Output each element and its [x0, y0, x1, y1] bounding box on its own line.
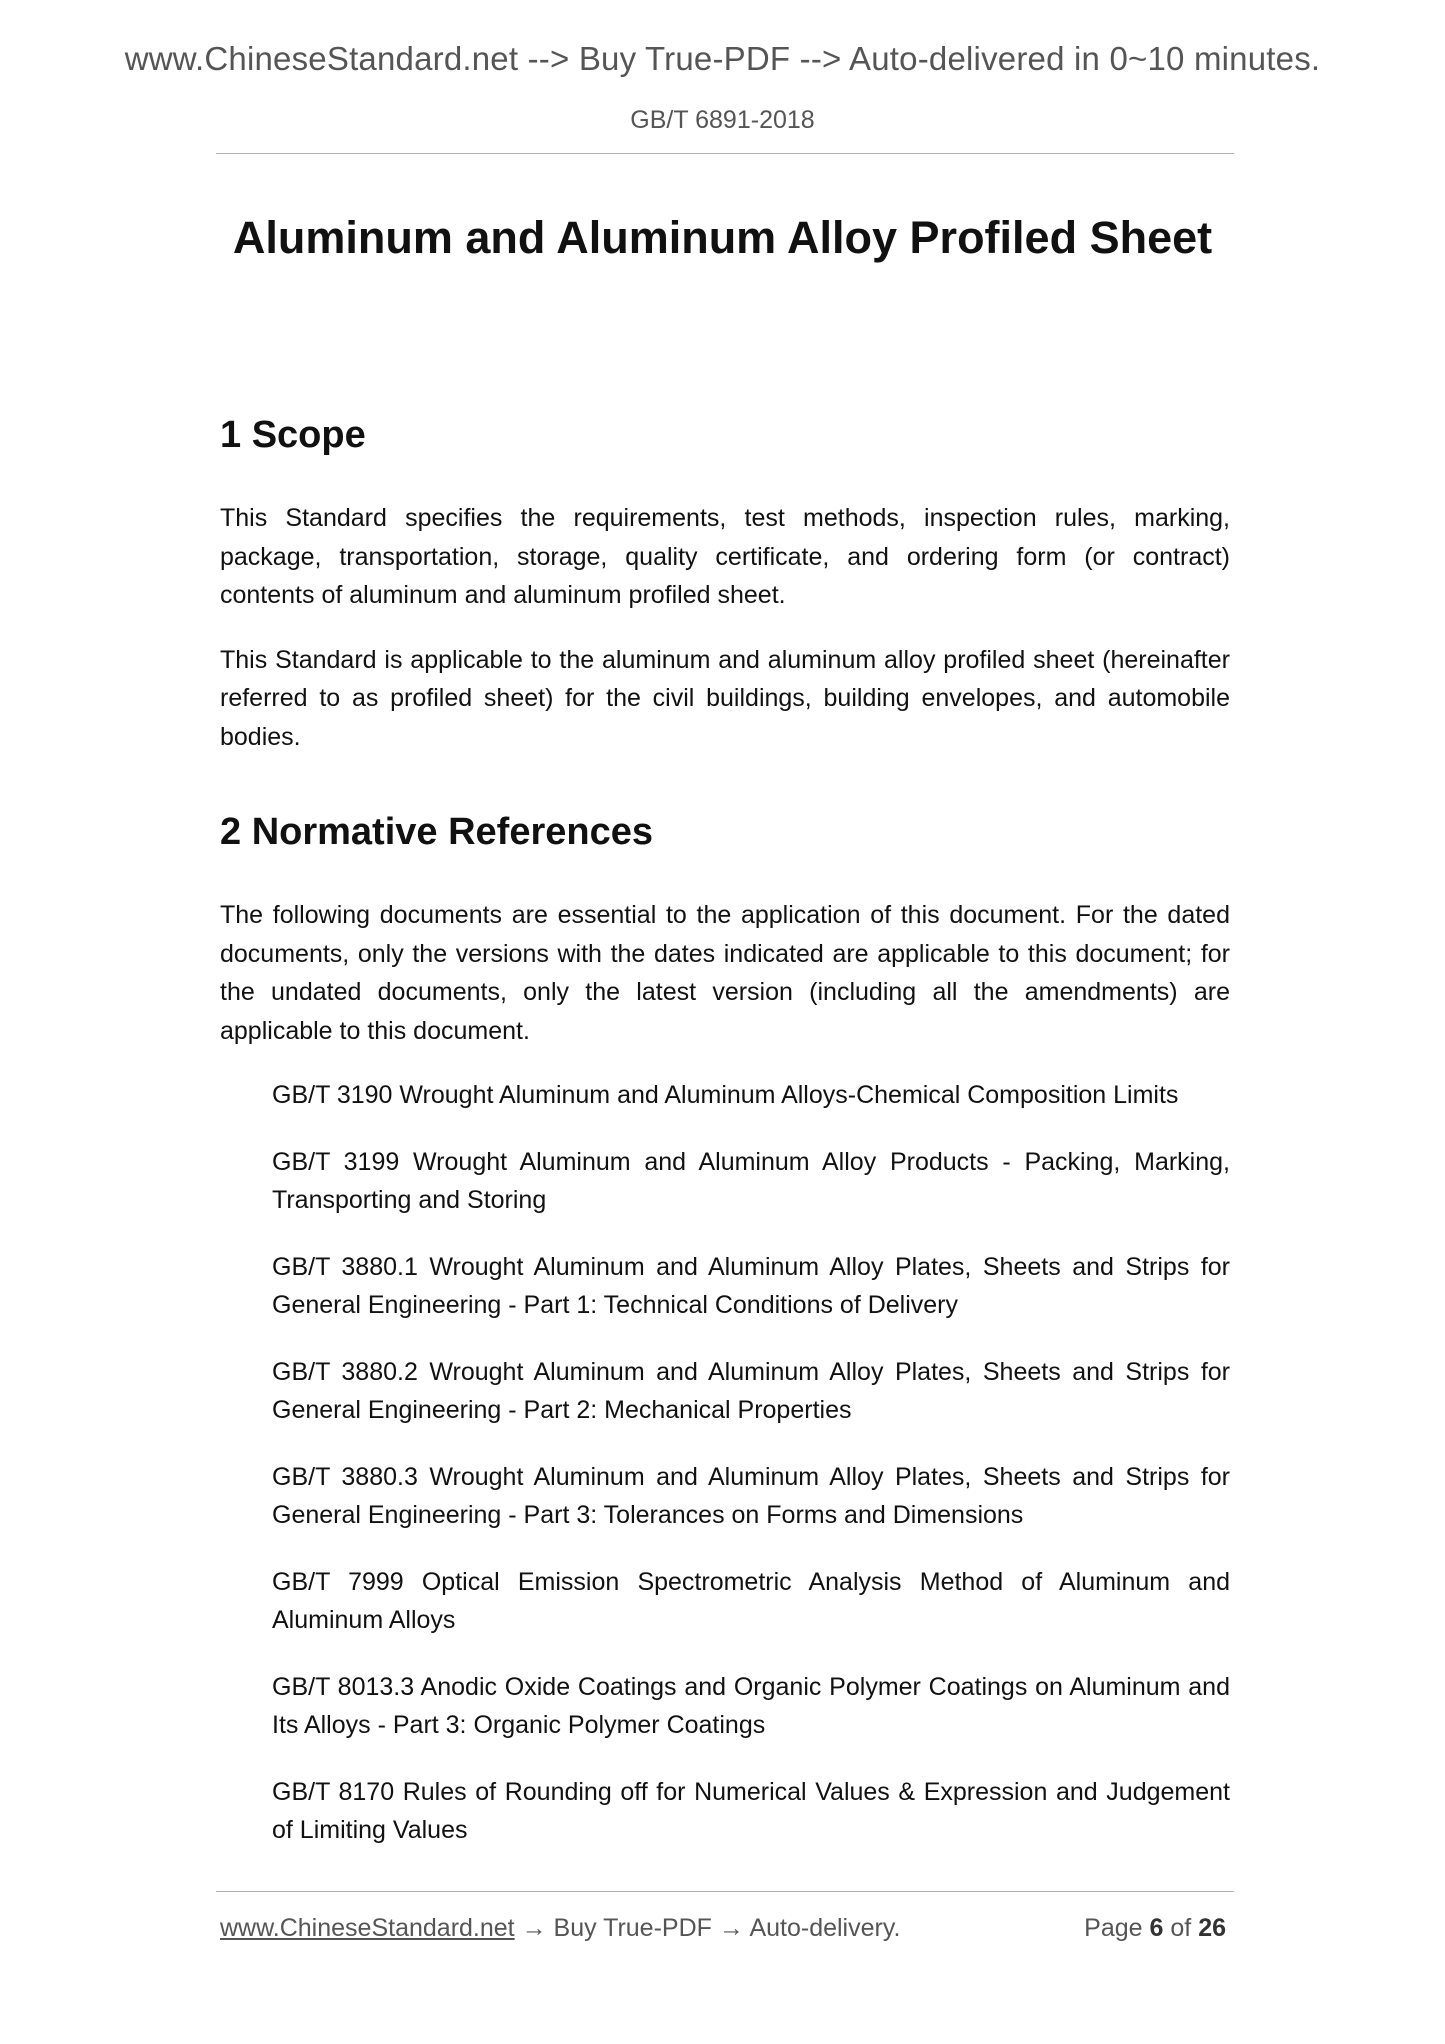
reference-item: GB/T 3880.1 Wrought Aluminum and Aluminum Alloy Plates, Sheets and Strips for General Engineering - Part 1: Technical Conditions of Delivery	[272, 1252, 1230, 1319]
reference-item: GB/T 3199 Wrought Aluminum and Aluminum Alloy Products - Packing, Marking, Transporting and Storing	[272, 1147, 1230, 1214]
reference-item: GB/T 3880.2 Wrought Aluminum and Aluminum Alloy Plates, Sheets and Strips for General Engineering - Part 2: Mechanical Properties	[272, 1357, 1230, 1424]
top-banner: www.ChineseStandard.net --> Buy True-PDF --> Auto-delivered in 0~10 minutes.	[124, 40, 1321, 77]
scope-paragraph-2: This Standard is applicable to the aluminum and aluminum alloy profiled sheet (hereinafter referred to as profiled sheet) for the civil buildings, building envelopes, and automobile bodies.	[220, 645, 1230, 751]
document-code: GB/T 6891-2018	[630, 106, 815, 134]
references-intro-paragraph: The following documents are essential to the application of this document. For the dated documents, only the versions with the dates indicated are applicable to this document; for the undated documents, only the latest version (including all the amendments) are applicable to this document.	[220, 901, 1230, 1045]
reference-item: GB/T 8013.3 Anodic Oxide Coatings and Organic Polymer Coatings on Aluminum and Its Alloys - Part 3: Organic Polymer Coatings	[272, 1672, 1230, 1739]
document-title: Aluminum and Aluminum Alloy Profiled Sheet	[232, 212, 1213, 263]
section-normative-references	[220, 802, 1230, 1850]
header-divider	[216, 153, 1234, 154]
footer-site-link[interactable]: www.ChineseStandard.net	[220, 1914, 515, 1942]
footer-delivery-text: Auto-delivery.	[749, 1914, 901, 1942]
section-heading-scope: 1 Scope	[220, 414, 366, 456]
reference-item: GB/T 7999 Optical Emission Spectrometric Analysis Method of Aluminum and Aluminum Alloys	[272, 1567, 1230, 1634]
footer-promo	[220, 1914, 900, 1943]
section-heading-normative-references: 2 Normative References	[220, 811, 653, 853]
page-current-number: 6	[1149, 1914, 1164, 1942]
page-indicator	[1084, 1914, 1226, 1943]
footer-buy-text: Buy True-PDF	[553, 1914, 712, 1942]
page-of-label: of	[1170, 1914, 1192, 1942]
section-scope	[220, 405, 1230, 756]
scope-paragraph-1: This Standard specifies the requirements, test methods, inspection rules, marking, package, transportation, storage, quality certificate, and ordering form (or contract) contents of aluminum and aluminum profiled sheet.	[220, 504, 1230, 609]
reference-item: GB/T 8170 Rules of Rounding off for Numerical Values & Expression and Judgement of Limiting Values	[272, 1777, 1230, 1844]
document-body	[220, 405, 1230, 1878]
reference-item: GB/T 3190 Wrought Aluminum and Aluminum Alloys-Chemical Composition Limits	[272, 1081, 1179, 1109]
right-arrow-icon: →	[718, 1914, 744, 1942]
page-label: Page	[1084, 1914, 1143, 1942]
reference-item: GB/T 3880.3 Wrought Aluminum and Aluminum Alloy Plates, Sheets and Strips for General Engineering - Part 3: Tolerances on Forms and Dimensions	[272, 1462, 1230, 1529]
right-arrow-icon: →	[521, 1914, 547, 1942]
page-total-number: 26	[1198, 1914, 1226, 1942]
footer-divider	[216, 1891, 1234, 1892]
